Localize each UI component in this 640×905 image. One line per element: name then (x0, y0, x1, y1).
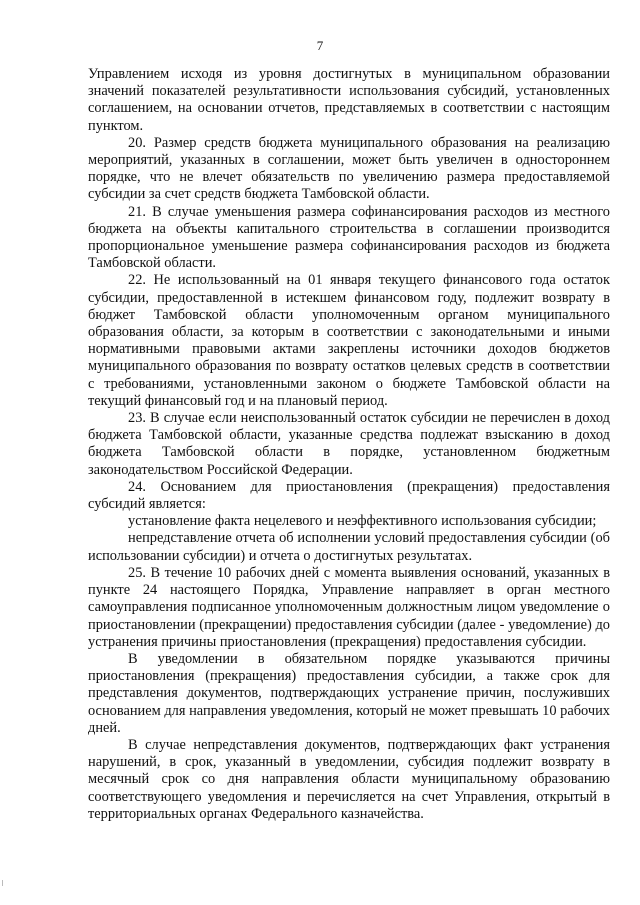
scan-edge-mark (2, 880, 3, 886)
page-number: 7 (316, 38, 324, 53)
paragraph-25-refund: В случае непредставления документов, подтверждающих факт устранения нарушений, в срок, указанный в уведомлении, субсидия подлежит возврату в месячный срок со дня направления области муниципальному образованию соответствующего уведомления и перечисляется на счет Управления, открытый в территориальных органах Федерального казначейства. (88, 736, 610, 822)
paragraph-continuation: Управлением исходя из уровня достигнутых в муниципальном образовании значений показателей результативности использования субсидий, установленных соглашением, на основании отчетов, представляемых в соответствии с настоящим пунктом. (88, 66, 610, 134)
paragraph-23: 23. В случае если неиспользованный остаток субсидии не перечислен в доход бюджета Тамбовской области, указанные средства подлежат взысканию в доход бюджета Тамбовской области в порядке, установленном бюджетным законодательством Российской Федерации. (88, 410, 610, 478)
paragraph-24-item-2: непредставление отчета об исполнении условий предоставления субсидии (об использовании субсидии) и отчета о достигнутых результатах. (88, 530, 610, 564)
document-body (88, 66, 610, 823)
paragraph-25-notice-content: В уведомлении в обязательном порядке указываются причины приостановления (прекращения) предоставления субсидии, а также срок для представления документов, подтверждающих устранение причин, послуживших основанием для направления уведомления, который не может превышать 10 рабочих дней. (88, 650, 610, 736)
paragraph-25: 25. В течение 10 рабочих дней с момента выявления оснований, указанных в пункте 24 настоящего Порядка, Управление направляет в орган местного самоуправления подписанное уполномоченным должностным лицом уведомление о приостановлении (прекращении) предоставления субсидии (далее - уведомление) до устранения причины приостановления (прекращения) предоставления субсидии. (88, 564, 610, 650)
paragraph-24: 24. Основанием для приостановления (прекращения) предоставления субсидий является: (88, 478, 610, 513)
paragraph-21: 21. В случае уменьшения размера софинансирования расходов из местного бюджета на объекты капитального строительства в соглашении производится пропорциональное уменьшение размера софинансирования расходов из бюджета Тамбовской области. (88, 203, 610, 272)
paragraph-24-item-1: установление факта нецелевого и неэффективного использования субсидии; (128, 513, 597, 530)
paragraph-20: 20. Размер средств бюджета муниципального образования на реализацию мероприятий, указанных в соглашении, может быть увеличен в одностороннем порядке, что не влечет обязательств по увеличению размера предоставляемой субсидии за счет средств бюджета Тамбовской области. (88, 134, 610, 203)
paragraph-22: 22. Не использованный на 01 января текущего финансового года остаток субсидии, предоставленной в истекшем финансовом году, подлежит возврату в бюджет Тамбовской области уполномоченным органом муниципального образования области, за которым в соответствии с законодательными и иными нормативными правовыми актами закреплены источники доходов бюджетов муниципального образования по возврату остатков целевых средств в соответствии с требованиями, установленными законом о бюджете Тамбовской области на текущий финансовый год и на плановый период. (88, 272, 610, 409)
